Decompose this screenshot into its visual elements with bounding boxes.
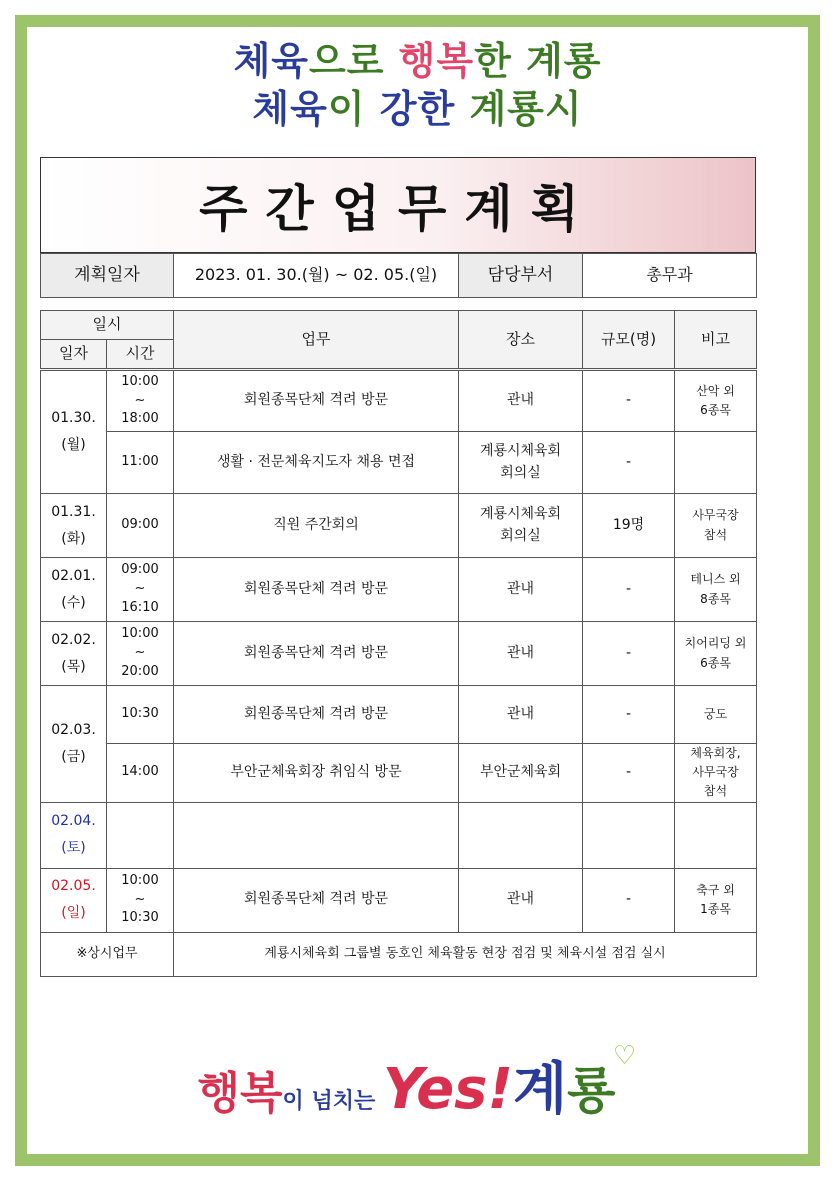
cell-line: (금) [61, 748, 86, 765]
cell-time [107, 802, 174, 868]
cell-note [675, 494, 757, 558]
cell-task: 직원 주간회의 [174, 494, 459, 558]
slogan-word: 한 [474, 39, 527, 83]
regular-task-text: 계룡시체육회 그룹별 동호인 체육활동 현장 점검 및 체육시설 점검 실시 [174, 932, 757, 976]
cell-note [675, 622, 757, 686]
header-date: 일자 [41, 340, 107, 370]
cell-task [174, 802, 459, 868]
table-row [41, 558, 757, 622]
cell-line: 10:30 [121, 706, 159, 722]
cell-place [459, 622, 583, 686]
cell-time [107, 370, 174, 432]
cell-place [459, 802, 583, 868]
cell-line: 14:00 [121, 764, 159, 780]
cell-scale: - [583, 432, 675, 494]
cell-line: 참석 [703, 527, 728, 542]
slogan-word: 체육 [252, 87, 328, 131]
cell-time [107, 494, 174, 558]
cell-scale: - [583, 868, 675, 932]
cell-line: ~ [134, 891, 146, 907]
header-scale: 규모(명) [583, 311, 675, 370]
cell-time [107, 558, 174, 622]
cell-scale: - [583, 622, 675, 686]
table-row [41, 686, 757, 744]
title-box [40, 157, 756, 253]
cell-line: 10:00 [121, 373, 159, 389]
table-row [41, 744, 757, 803]
cell-line: 관내 [506, 705, 535, 722]
cell-line: (수) [61, 594, 86, 611]
cell-line: 계룡시체육회 [479, 442, 562, 459]
cell-place [459, 558, 583, 622]
cell-note [675, 744, 757, 803]
cell-place [459, 432, 583, 494]
cell-time [107, 622, 174, 686]
cell-line: 11:00 [121, 454, 159, 470]
cell-line: 02.01. [51, 567, 96, 584]
cell-task: 회원종목단체 격려 방문 [174, 370, 459, 432]
cell-line: (월) [61, 437, 86, 453]
cell-line: 관내 [506, 891, 535, 908]
cell-line: 사무국장 [692, 508, 739, 523]
cell-line: 16:10 [121, 599, 159, 615]
cell-line: ~ [134, 581, 146, 597]
cell-scale: - [583, 370, 675, 432]
cell-scale: - [583, 686, 675, 744]
cell-line: (목) [61, 658, 86, 675]
cell-time [107, 686, 174, 744]
cell-date [41, 686, 107, 803]
footer-slogan-part: 룡 [567, 1062, 616, 1120]
slogan-word: 이 [327, 87, 380, 131]
slogan-word: 으로 [308, 39, 399, 83]
plan-date-value: 2023. 01. 30.(월) ~ 02. 05.(일) [174, 254, 459, 298]
cell-note [675, 802, 757, 868]
footer-slogan-part: 이 넘치는 [282, 1089, 383, 1114]
page-title: 주간업무계획 [199, 180, 597, 238]
cell-note [675, 370, 757, 432]
plan-dept-label: 담당부서 [459, 254, 583, 298]
cell-place [459, 868, 583, 932]
cell-note [675, 868, 757, 932]
cell-line: 관내 [506, 580, 535, 597]
cell-place [459, 370, 583, 432]
cell-line: 회의실 [500, 527, 541, 544]
cell-line: 6종목 [700, 655, 731, 670]
plan-date-label: 계획일자 [41, 254, 174, 298]
footer-slogan-part: Yes! [382, 1057, 514, 1122]
cell-scale [583, 802, 675, 868]
cell-line: 10:00 [121, 872, 159, 888]
plan-dept-value: 총무과 [583, 254, 757, 298]
cell-line: (화) [61, 530, 86, 547]
cell-line: 01.30. [51, 410, 96, 427]
cell-line: 계룡시체육회 [479, 505, 562, 522]
cell-line: 사무국장 [692, 765, 739, 780]
cell-date [41, 370, 107, 494]
header-time: 시간 [107, 340, 174, 370]
slogan-word: 행복 [398, 39, 475, 83]
slogan-word: 계룡 [526, 39, 602, 83]
cell-date [41, 868, 107, 932]
cell-date [41, 802, 107, 868]
table-row [41, 868, 757, 932]
cell-line: 01.31. [51, 503, 96, 520]
cell-note [675, 432, 757, 494]
cell-line: 8종목 [700, 591, 731, 606]
cell-line: 체육회장, [690, 746, 741, 760]
slogan-word: 체육 [233, 39, 309, 83]
cell-line: 09:00 [121, 517, 159, 533]
cell-line: 02.04. [51, 813, 96, 830]
footer-slogan-part: 행복 [197, 1068, 283, 1119]
table-row [41, 622, 757, 686]
cell-line: 치어리딩 외 [684, 636, 747, 651]
cell-note [675, 558, 757, 622]
cell-line: 관내 [506, 392, 535, 409]
regular-task-label: ※상시업무 [41, 932, 174, 976]
cell-line: (토) [61, 840, 86, 857]
cell-line: 산악 외 [696, 383, 735, 398]
cell-line: ~ [134, 392, 146, 408]
slogan-word: 강한 [379, 87, 470, 131]
cell-line: ~ [134, 645, 146, 661]
cell-line: 6종목 [700, 403, 731, 417]
cell-task: 회원종목단체 격려 방문 [174, 622, 459, 686]
table-row [41, 802, 757, 868]
cell-place [459, 494, 583, 558]
cell-task: 회원종목단체 격려 방문 [174, 868, 459, 932]
cell-date [41, 558, 107, 622]
cell-place [459, 686, 583, 744]
footer-slogan-part: 계 [513, 1057, 568, 1122]
table-row [41, 432, 757, 494]
cell-line: 18:00 [121, 411, 159, 427]
cell-scale: 19명 [583, 494, 675, 558]
cell-scale: - [583, 558, 675, 622]
cell-task: 생활 · 전문체육지도자 채용 면접 [174, 432, 459, 494]
cell-task: 부안군체육회장 취임식 방문 [174, 744, 459, 803]
schedule-table [40, 310, 757, 977]
cell-date [41, 622, 107, 686]
cell-line: 02.05. [51, 878, 96, 895]
cell-line: 20:00 [121, 663, 159, 679]
cell-line: 02.03. [51, 722, 96, 739]
cell-line: 09:00 [121, 562, 159, 578]
cell-line: 참석 [703, 784, 728, 799]
header-datetime: 일시 [41, 311, 174, 340]
cell-date [41, 494, 107, 558]
table-row [41, 494, 757, 558]
footer-slogan [0, 1041, 835, 1125]
cell-task: 회원종목단체 격려 방문 [174, 686, 459, 744]
cell-line: 02.02. [51, 631, 96, 648]
cell-line: 테니스 외 [690, 572, 741, 587]
header-note: 비고 [675, 311, 757, 370]
cell-time [107, 868, 174, 932]
cell-time [107, 744, 174, 803]
cell-line: 1종목 [700, 902, 731, 917]
heart-icon: ♡ [612, 1041, 637, 1071]
slogan-line-2 [0, 78, 835, 133]
cell-line: 궁도 [703, 706, 728, 721]
cell-scale: - [583, 744, 675, 803]
cell-line: 10:30 [121, 910, 159, 926]
table-row [41, 370, 757, 432]
slogan-line-1 [0, 30, 835, 85]
header-place: 장소 [459, 311, 583, 370]
cell-line: 축구 외 [696, 882, 735, 897]
cell-task: 회원종목단체 격려 방문 [174, 558, 459, 622]
cell-line: (일) [61, 905, 86, 922]
cell-line: 관내 [506, 644, 535, 661]
slogan-word: 계룡시 [469, 87, 583, 131]
cell-place [459, 744, 583, 803]
cell-line: 회의실 [500, 464, 541, 481]
plan-info-table [40, 253, 757, 298]
cell-line: 10:00 [121, 626, 159, 642]
cell-line: 부안군체육회 [479, 763, 562, 780]
header-task: 업무 [174, 311, 459, 370]
cell-time [107, 432, 174, 494]
cell-note [675, 686, 757, 744]
